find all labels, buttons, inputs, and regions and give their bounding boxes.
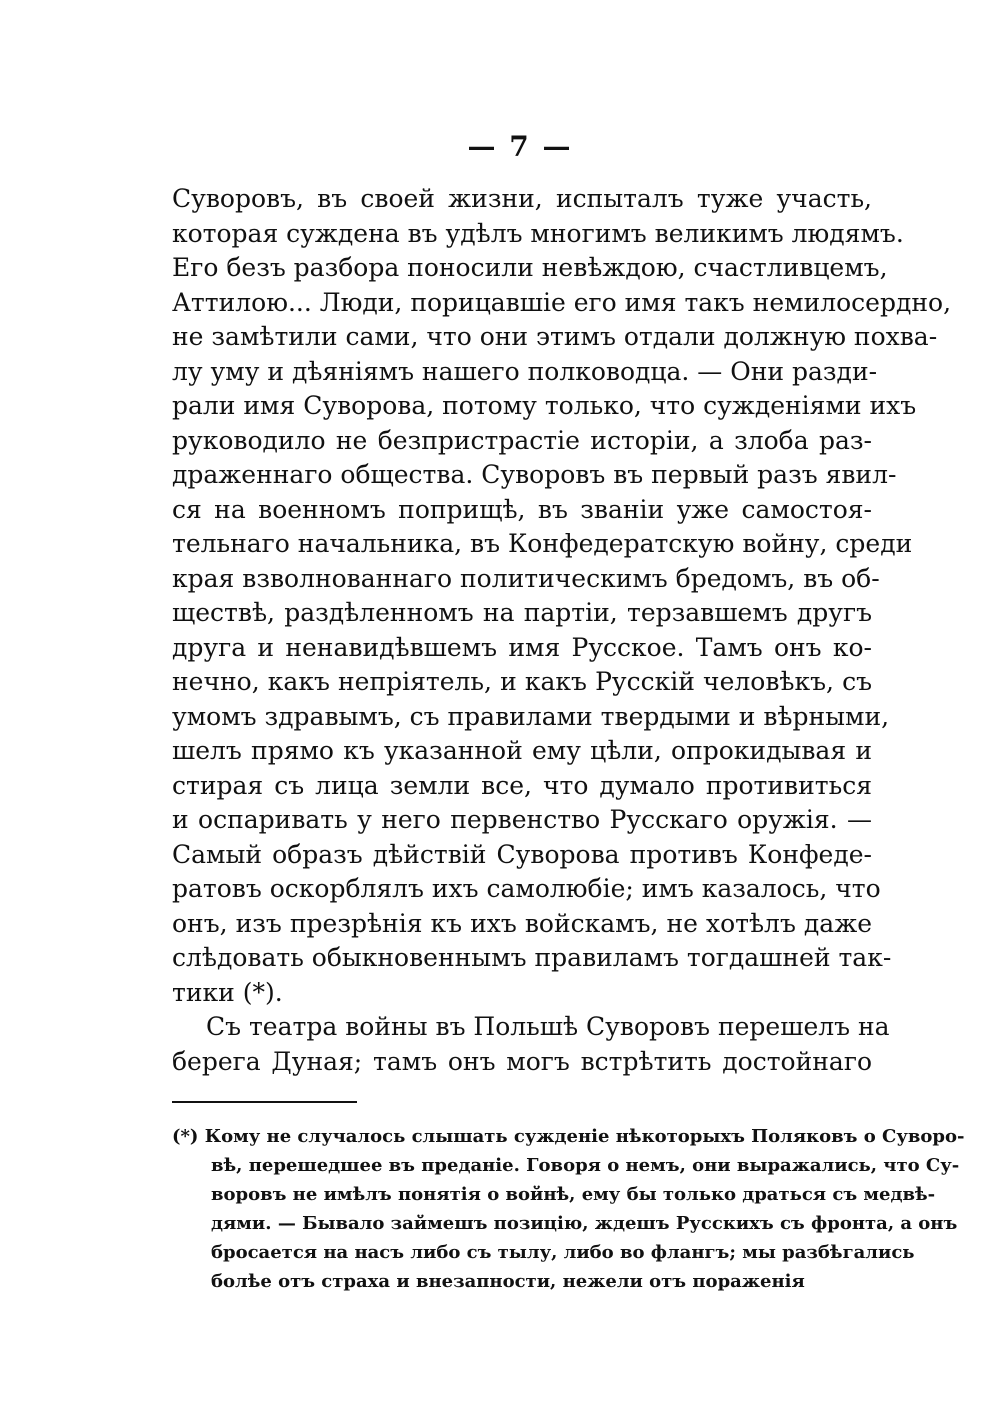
footnote-divider xyxy=(172,1101,357,1103)
text-line: берега Дуная; тамъ онъ могъ встрѣтить достойнаго xyxy=(172,1046,872,1076)
text-line: драженнаго общества. Суворовъ въ первый разъ явил- xyxy=(172,460,897,489)
text-line: друга и ненавидѣвшемъ имя Русское. Тамъ онъ ко- xyxy=(172,632,872,662)
text-line: Суворовъ, въ своей жизни, испыталъ туже участь, xyxy=(172,184,872,213)
text-line: лу уму и дѣяніямъ нашего полководца. — Они разди- xyxy=(172,356,878,386)
text-line: тельнаго начальника, въ Конфедератскую войну, среди xyxy=(172,529,913,558)
footnote-line: дями. — Бывало займешъ позицію, ждешъ Русскихъ съ фронта, а онъ xyxy=(211,1213,958,1234)
text-line: шелъ прямо къ указанной ему цѣли, опрокидывая и xyxy=(172,736,872,765)
page-number: — 7 — xyxy=(467,130,573,163)
text-line: ся на военномъ поприщѣ, въ званіи уже самостоя- xyxy=(172,494,872,524)
text-line: слѣдовать обыкновеннымъ правиламъ тогдашней так- xyxy=(172,943,892,972)
text-line: онъ, изъ презрѣнія къ ихъ войскамъ, не хотѣлъ даже xyxy=(172,908,872,938)
text-line: Его безъ разбора поносили невѣждою, счастливцемъ, xyxy=(172,253,888,282)
text-line: не замѣтили сами, что они этимъ отдали должную похва- xyxy=(172,322,938,351)
text-line: стирая съ лица земли все, что думало противиться xyxy=(172,770,872,800)
text-line: Аттилою... Люди, порицавшіе его имя такъ немилосердно, xyxy=(172,287,952,317)
text-line: руководило не безпристрастіе исторіи, а злоба раз- xyxy=(172,425,872,455)
text-line: края взволнованнаго политическимъ бредомъ, въ об- xyxy=(172,563,880,593)
text-line: нечно, какъ непріятель, и какъ Русскій человѣкъ, съ xyxy=(172,667,872,696)
paragraph-start-line: Съ театра войны въ Польшѣ Суворовъ перешелъ на xyxy=(206,1012,890,1041)
text-line: ратовъ оскорблялъ ихъ самолюбіе; имъ казалось, что xyxy=(172,874,881,903)
footnote xyxy=(172,1122,965,1296)
footnote-line: бросается на насъ либо съ тылу, либо во флангъ; мы разбѣгались xyxy=(211,1242,915,1263)
footnote-line: вѣ, перешедшее въ преданіе. Говоря о немъ, они выражались, что Су- xyxy=(211,1155,960,1176)
text-line: и оспаривать у него первенство Русскаго оружія. — xyxy=(172,805,872,834)
text-line: тики (*). xyxy=(172,977,283,1007)
footnote-line: (*) Кому не случалось слышать сужденіе нѣкоторыхъ Поляковъ о Суворо- xyxy=(172,1126,965,1147)
footnote-line: болѣе отъ страха и внезапности, нежели отъ пораженія xyxy=(211,1271,805,1292)
text-line: умомъ здравымъ, съ правилами твердыми и вѣрными, xyxy=(172,701,890,731)
text-line: ществѣ, раздѣленномъ на партіи, терзавшемъ другъ xyxy=(172,598,872,627)
main-text xyxy=(172,182,952,1079)
text-line: рали имя Суворова, потому только, что сужденіями ихъ xyxy=(172,391,917,420)
text-line: Самый образъ дѣйствій Суворова противъ Конфеде- xyxy=(172,839,872,869)
text-line: которая суждена въ удѣлъ многимъ великимъ людямъ. xyxy=(172,218,904,248)
footnote-line: воровъ не имѣлъ понятія о войнѣ, ему бы только драться съ медвѣ- xyxy=(211,1184,936,1205)
